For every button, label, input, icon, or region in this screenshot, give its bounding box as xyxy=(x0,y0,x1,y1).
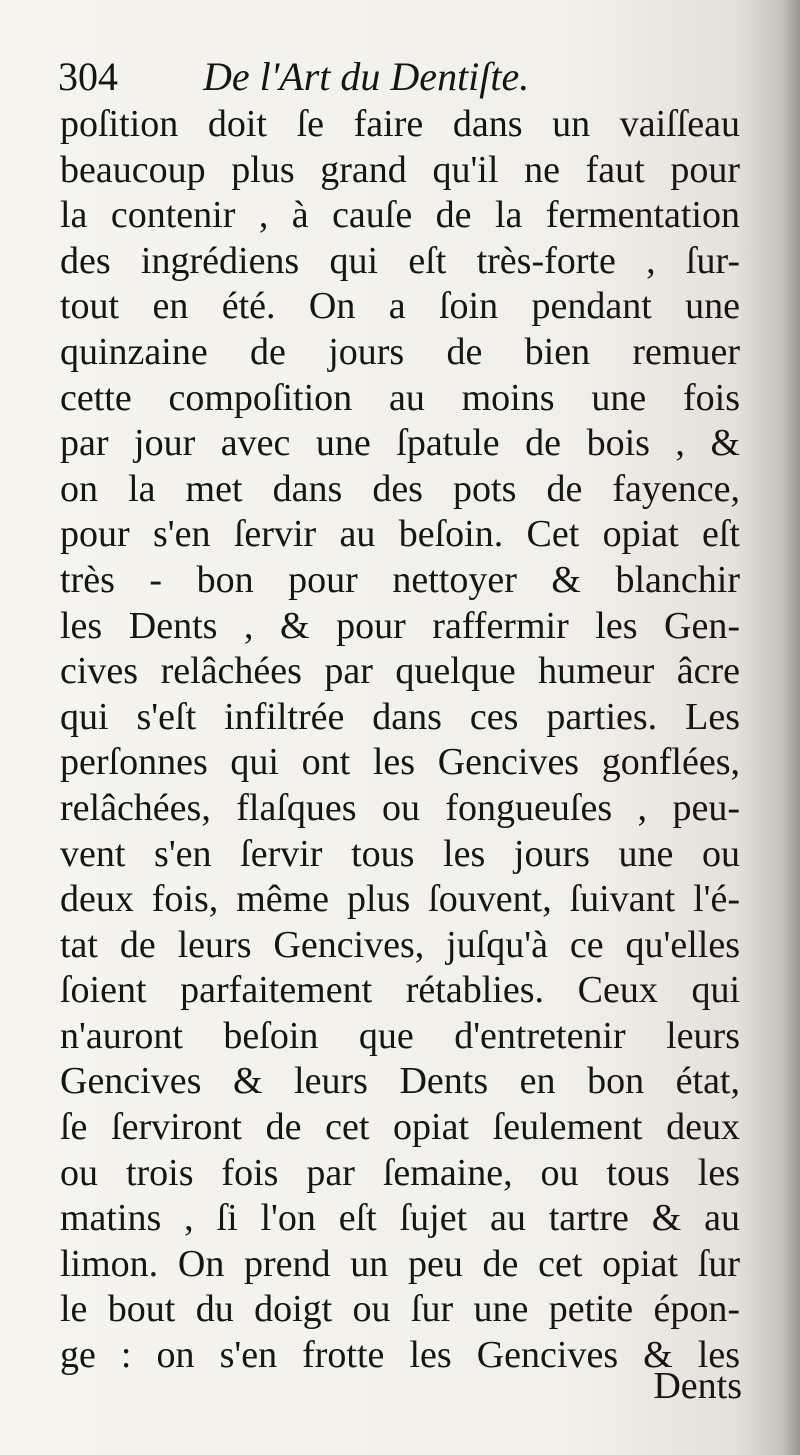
text-line: poſition doit ſe faire dans un vaiſſeau xyxy=(60,103,740,145)
page-number: 304 xyxy=(58,54,118,99)
running-head: De l'Art du Dentiſte. xyxy=(203,54,530,99)
text-line: limon. On prend un peu de cet opiat ſur xyxy=(60,1242,740,1285)
text-line: ſe ſerviront de cet opiat ſeulement deux xyxy=(60,1106,740,1149)
text-line: perſonnes qui ont les Gencives gonflées, xyxy=(60,741,740,784)
page-header xyxy=(58,52,758,102)
text-line: vent s'en ſervir tous les jours une ou xyxy=(60,832,740,875)
text-line: la contenir , à cauſe de la fermentation xyxy=(60,194,740,237)
text-line: quinzaine de jours de bien remuer xyxy=(60,330,740,373)
text-line: relâchées, flaſques ou fongueuſes , peu- xyxy=(60,786,740,829)
text-line: Gencives & leurs Dents en bon état, xyxy=(60,1060,740,1103)
catchword: Dents xyxy=(653,1365,742,1407)
text-line: cives relâchées par quelque humeur âcre xyxy=(60,650,740,693)
page-edge-shadow xyxy=(782,0,800,1455)
text-line: le bout du doigt ou ſur une petite épon- xyxy=(60,1288,740,1331)
text-line: deux fois, même plus ſouvent, ſuivant l'é- xyxy=(60,878,740,921)
text-line: tout en été. On a ſoin pendant une xyxy=(60,285,740,328)
text-line: des ingrédiens qui eſt très-forte , ſur- xyxy=(60,239,740,282)
text-line: les Dents , & pour raffermir les Gen- xyxy=(60,604,740,647)
text-line: tat de leurs Gencives, juſqu'à ce qu'elles xyxy=(60,923,740,966)
text-line: pour s'en ſervir au beſoin. Cet opiat eſt xyxy=(60,513,740,556)
text-line: ou trois fois par ſemaine, ou tous les xyxy=(60,1151,740,1194)
text-line: beaucoup plus grand qu'il ne faut pour xyxy=(60,148,740,191)
text-line: par jour avec une ſpatule de bois , & xyxy=(60,422,740,465)
text-line: qui s'eſt infiltrée dans ces parties. Les xyxy=(60,695,740,738)
text-line: on la met dans des pots de fayence, xyxy=(60,467,740,510)
body-text xyxy=(60,102,740,1379)
text-line: ge : on s'en frotte les Gencives & les xyxy=(60,1334,740,1377)
text-line: ſoient parfaitement rétablies. Ceux qui xyxy=(60,969,740,1012)
text-line: très - bon pour nettoyer & blanchir xyxy=(60,558,740,601)
text-line: matins , ſi l'on eſt ſujet au tartre & au xyxy=(60,1197,740,1240)
text-line: n'auront beſoin que d'entretenir leurs xyxy=(60,1014,740,1057)
text-line: cette compoſition au moins une fois xyxy=(60,376,740,419)
